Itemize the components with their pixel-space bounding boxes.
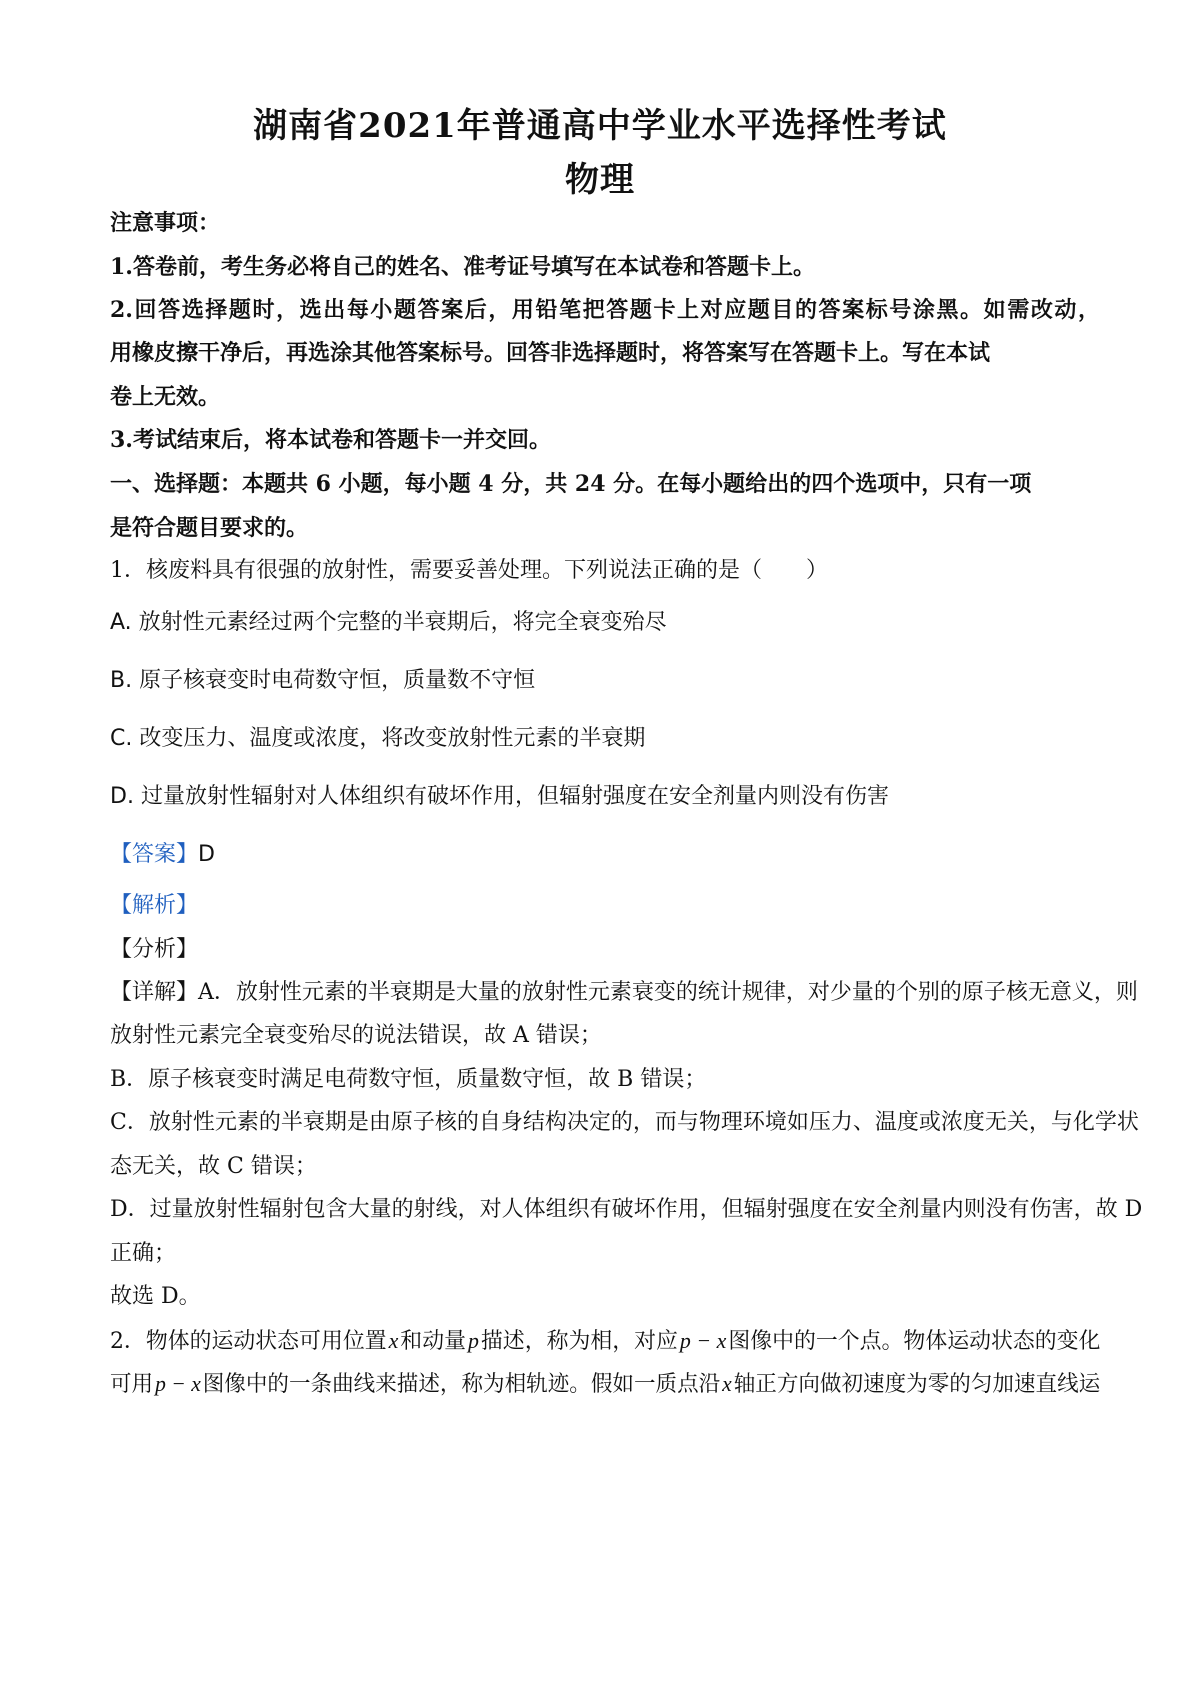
notice-item-3: 3.考试结束后，将本试卷和答题卡一并交回。 — [110, 427, 551, 453]
notice-item-2-line-1: 2.回答选择题时，选出每小题答案后，用铅笔把答题卡上对应题目的答案标号涂黑。如需改动， — [110, 297, 1100, 323]
answer-line — [110, 840, 1100, 870]
answer-tag: 【答案】 — [110, 842, 199, 867]
fenxi-tag: 【分析】 — [110, 937, 199, 962]
question-1-option-d — [110, 782, 1100, 812]
section-heading-line-2: 是符合题目要求的。 — [110, 515, 309, 541]
detail-line-6: D．过量放射性辐射包含大量的射线，对人体组织有破坏作用，但辐射强度在安全剂量内则没有伤害，故 D — [110, 1197, 1143, 1222]
q2-text: 2．物体的运动状态可用位置 — [110, 1329, 387, 1354]
notice-item-1: 1.答卷前，考生务必将自己的姓名、准考证号填写在本试卷和答题卡上。 — [110, 254, 815, 280]
q2-text: 图像中的一个点。物体运动状态的变化 — [728, 1329, 1101, 1354]
detail-line-7: 正确； — [110, 1241, 177, 1266]
var-x: x — [388, 1328, 399, 1353]
notice-item-2-line-2: 用橡皮擦干净后，再选涂其他答案标号。回答非选择题时，将答案写在答题卡上。写在本试 — [110, 340, 991, 366]
q2-text: 图像中的一条曲线来描述，称为相轨迹。假如一质点沿 — [202, 1372, 721, 1397]
option-text: 原子核衰变时电荷数守恒，质量数不守恒 — [139, 668, 536, 693]
q2-text: 和动量 — [400, 1329, 466, 1354]
exam-title: 湖南省2021年普通高中学业水平选择性考试 — [253, 106, 947, 146]
option-text: 过量放射性辐射对人体组织有破坏作用，但辐射强度在安全剂量内则没有伤害 — [140, 784, 889, 809]
notice-item-2-line-3: 卷上无效。 — [110, 384, 221, 410]
option-text: 改变压力、温度或浓度，将改变放射性元素的半衰期 — [139, 726, 646, 751]
option-label: C. — [110, 726, 133, 751]
q2-text: 描述，称为相，对应 — [480, 1329, 678, 1354]
detail-line-1: 【详解】A．放射性元素的半衰期是大量的放射性元素衰变的统计规律，对少量的个别的原子核无意义，则 — [110, 980, 1138, 1005]
option-text: 放射性元素经过两个完整的半衰期后，将完全衰变殆尽 — [138, 610, 667, 635]
option-label: A. — [110, 610, 132, 635]
q2-text: 可用 — [110, 1372, 154, 1397]
detail-line-2: 放射性元素完全衰变殆尽的说法错误，故 A 错误； — [110, 1023, 602, 1048]
question-2-line-1 — [110, 1326, 1101, 1357]
notice-heading: 注意事项： — [110, 210, 221, 236]
var-p-x: p − x — [155, 1371, 201, 1396]
question-2-line-2 — [110, 1369, 1101, 1400]
detail-line-5: 态无关，故 C 错误； — [110, 1154, 317, 1179]
var-p-x: p − x — [679, 1328, 727, 1353]
var-x: x — [722, 1371, 732, 1396]
section-heading-line-1: 一、选择题：本题共 6 小题，每小题 4 分，共 24 分。在每小题给出的四个选项中，只有一项 — [110, 471, 1032, 497]
analysis-tag: 【解析】 — [110, 893, 199, 918]
question-1-stem: 1．核废料具有很强的放射性，需要妥善处理。下列说法正确的是（ ） — [110, 558, 828, 583]
detail-line-3: B．原子核衰变时满足电荷数守恒，质量数守恒，故 B 错误； — [110, 1067, 707, 1092]
var-p: p — [467, 1328, 479, 1353]
detail-line-8: 故选 D。 — [110, 1284, 201, 1309]
subject-title: 物理 — [565, 160, 635, 200]
option-label: D. — [110, 784, 134, 809]
q2-text: 轴正方向做初速度为零的匀加速直线运 — [733, 1372, 1101, 1397]
question-1-option-a — [110, 608, 1100, 638]
option-label: B. — [110, 668, 133, 693]
question-1-option-b — [110, 666, 1100, 696]
answer-value: D — [198, 842, 215, 867]
detail-line-4: C．放射性元素的半衰期是由原子核的自身结构决定的，而与物理环境如压力、温度或浓度无关，与化学状 — [110, 1110, 1139, 1135]
question-1-option-c — [110, 724, 1100, 754]
